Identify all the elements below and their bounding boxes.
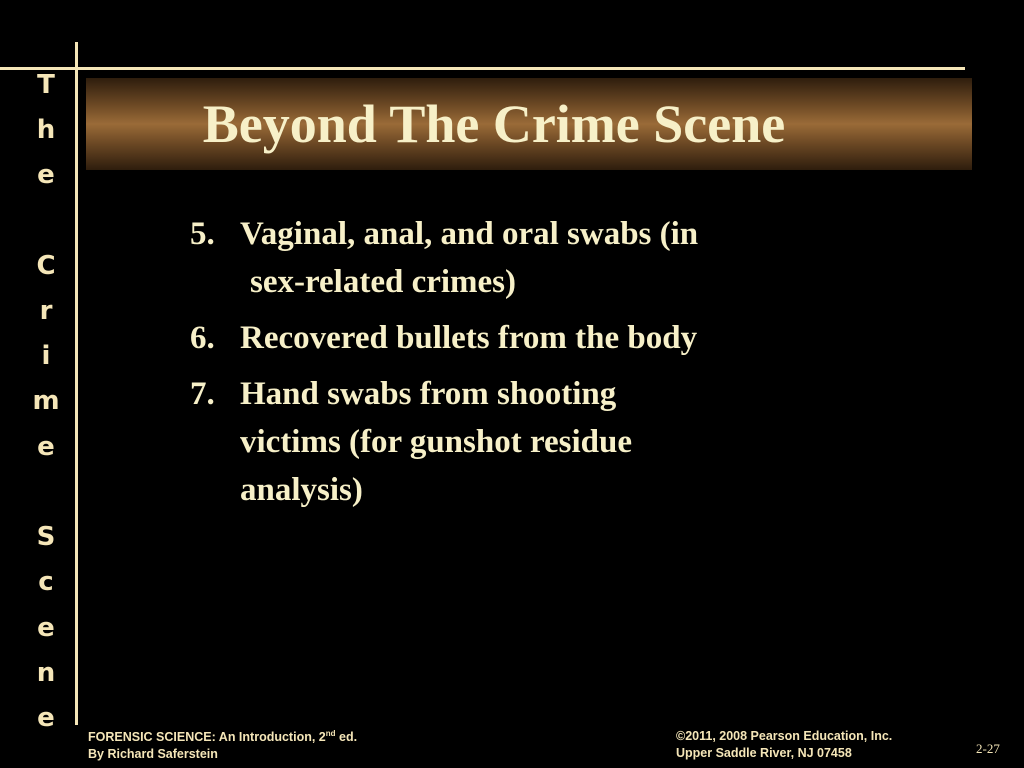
vertical-side-title <box>20 70 72 740</box>
vertical-rule <box>75 42 78 725</box>
list-item <box>190 314 830 362</box>
side-title-letter <box>20 205 72 235</box>
side-title-letter: h <box>36 115 56 145</box>
footer-copyright: ©2011, 2008 Pearson Education, Inc. <box>676 729 893 743</box>
footer-author: By Richard Saferstein <box>88 747 218 761</box>
side-title-letter: e <box>37 432 55 462</box>
footer-book-title-prefix: FORENSIC SCIENCE: An Introduction, 2 <box>88 730 326 744</box>
side-title-letter <box>20 477 72 507</box>
side-title-letter: m <box>32 386 60 416</box>
list-item-text: Hand swabs from shooting <box>240 376 617 412</box>
footer-publisher-info <box>676 728 892 762</box>
list-item <box>190 370 830 514</box>
side-title-letter: T <box>37 70 55 100</box>
footer-location: Upper Saddle River, NJ 07458 <box>676 746 852 760</box>
footer-book-title-suffix: ed. <box>335 730 358 744</box>
horizontal-rule <box>0 67 965 70</box>
list-item-number: 7. <box>190 376 215 412</box>
page-number: 2-27 <box>976 741 1000 756</box>
side-title-letter: e <box>37 613 55 643</box>
list-item-text: analysis) <box>240 472 363 508</box>
list-item-number: 5. <box>190 216 215 252</box>
side-title-letter: n <box>36 658 56 688</box>
title-bar <box>86 78 972 170</box>
footer-book-title <box>88 729 357 746</box>
list-item-text: victims (for gunshot residue <box>240 424 633 460</box>
list-item-text: sex-related crimes) <box>250 264 517 300</box>
numbered-list <box>190 210 830 522</box>
side-title-letter: C <box>36 251 56 281</box>
footer-book-edition-sup: nd <box>325 728 336 738</box>
slide-title: Beyond The Crime Scene <box>202 94 786 154</box>
side-title-letter: e <box>37 703 55 733</box>
side-title-letter: c <box>38 567 54 597</box>
side-title-letter: e <box>37 160 55 190</box>
list-item <box>190 210 830 306</box>
list-item-text: Vaginal, anal, and oral swabs (in <box>240 216 699 252</box>
footer-book-info <box>88 729 357 763</box>
list-item-number: 6. <box>190 320 215 356</box>
side-title-letter: i <box>41 341 51 371</box>
side-title-letter: r <box>39 296 53 326</box>
list-item-text: Recovered bullets from the body <box>240 320 698 356</box>
side-title-letter: S <box>36 522 56 552</box>
